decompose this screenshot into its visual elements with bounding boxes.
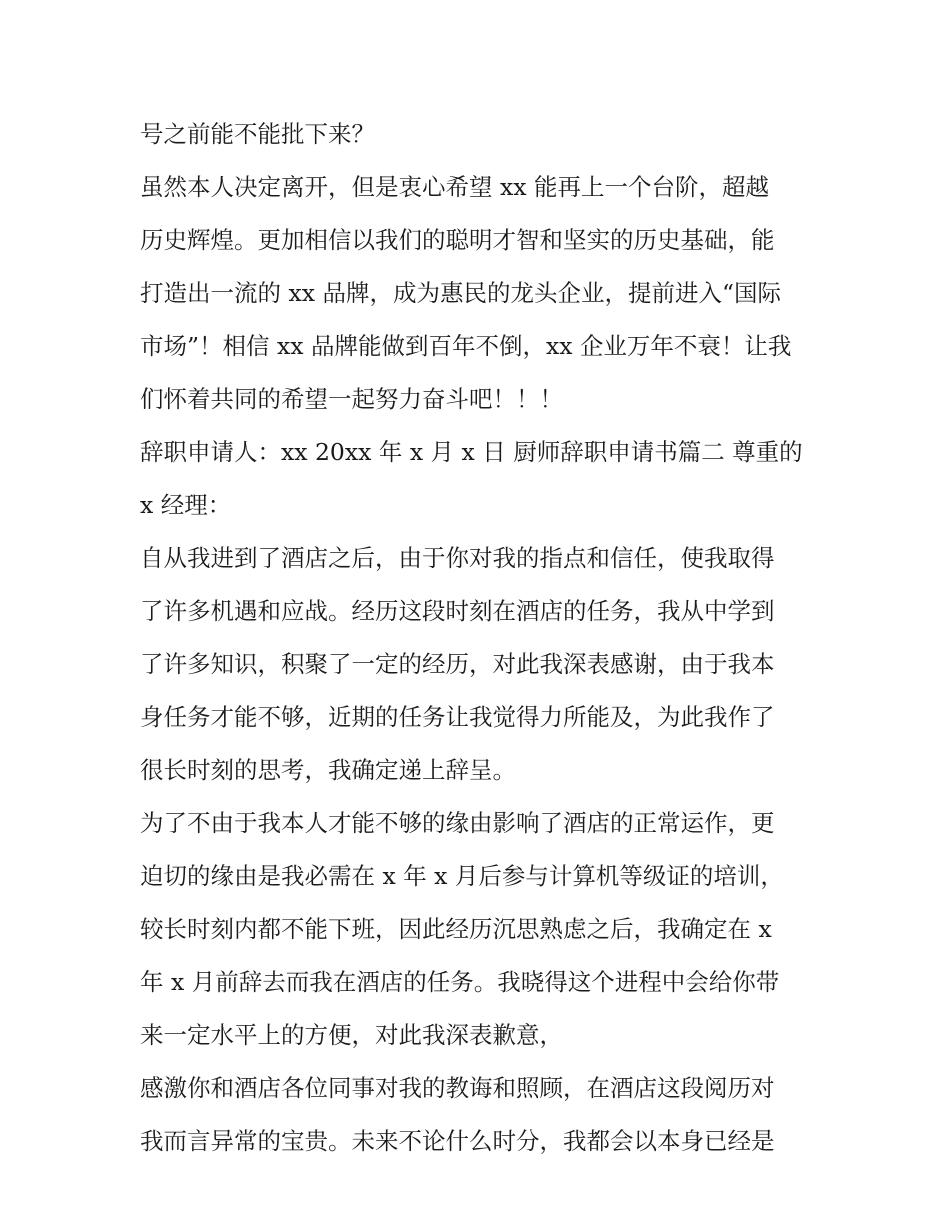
text-line: 历史辉煌。更加相信以我们的聪明才智和坚实的历史基础，能 xyxy=(140,226,775,254)
text-line: 市场”！相信 xx 品牌能做到百年不倒，xx 企业万年不衰！让我 xyxy=(140,332,792,360)
text-line: 我而言异常的宝贵。未来不论什么时分，我都会以本身已经是 xyxy=(140,1127,775,1155)
text-line: 辞职申请人：xx 20xx 年 x 月 x 日 厨师辞职申请书篇二 尊重的 xyxy=(140,438,803,466)
text-line: 为了不由于我本人才能不够的缘由影响了酒店的正常运作，更 xyxy=(140,809,775,837)
text-line: 们怀着共同的希望一起努力奋斗吧！！！ xyxy=(140,385,563,413)
text-line: 迫切的缘由是我必需在 x 年 x 月后参与计算机等级证的培训， xyxy=(140,862,784,890)
text-line: 感激你和酒店各位同事对我的教诲和照顾，在酒店这段阅历对 xyxy=(140,1074,775,1102)
text-line: 较长时刻内都不能下班，因此经历沉思熟虑之后，我确定在 x xyxy=(140,915,772,943)
text-line: x 经理： xyxy=(140,491,232,519)
text-line: 来一定水平上的方便，对此我深表歉意， xyxy=(140,1021,563,1049)
text-line: 很长时刻的思考，我确定递上辞呈。 xyxy=(140,756,516,784)
text-line: 年 x 月前辞去而我在酒店的任务。我晓得这个进程中会给你带 xyxy=(140,968,780,996)
text-line: 号之前能不能批下来？ xyxy=(140,120,375,148)
document-body xyxy=(140,108,830,1168)
text-line: 身任务才能不够，近期的任务让我觉得力所能及，为此我作了 xyxy=(140,703,775,731)
text-line: 打造出一流的 xx 品牌，成为惠民的龙头企业，提前进入“国际 xyxy=(140,279,781,307)
text-line: 自从我进到了酒店之后，由于你对我的指点和信任，使我取得 xyxy=(140,544,775,572)
text-line: 虽然本人决定离开，但是衷心希望 xx 能再上一个台阶，超越 xyxy=(140,173,769,201)
text-line: 了许多知识，积聚了一定的经历，对此我深表感谢，由于我本 xyxy=(140,650,775,678)
text-line: 了许多机遇和应战。经历这段时刻在酒店的任务，我从中学到 xyxy=(140,597,775,625)
